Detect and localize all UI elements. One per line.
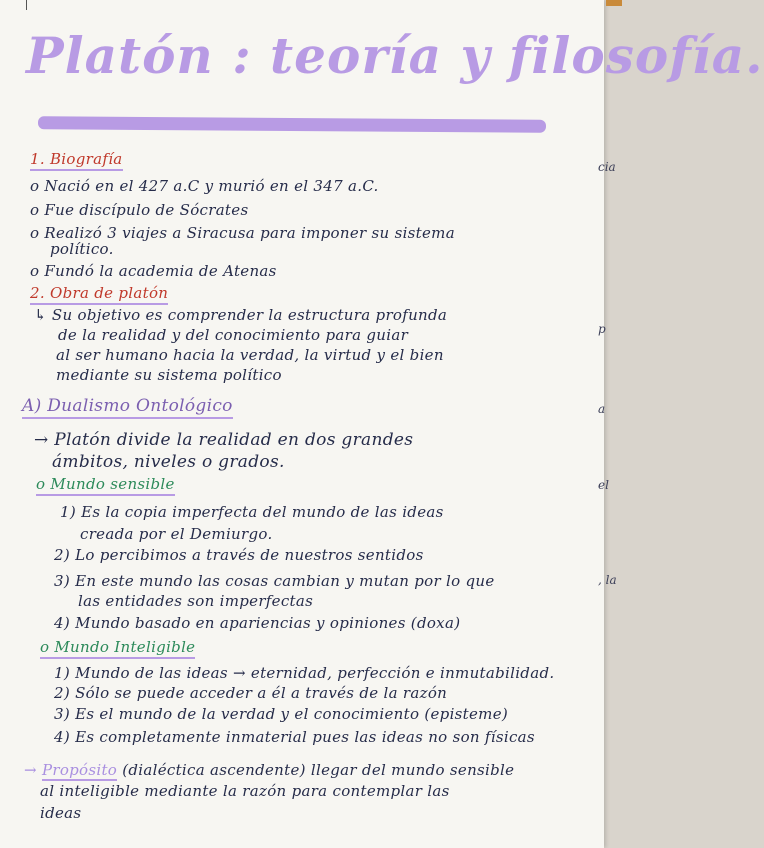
adjacent-page-text: cia bbox=[598, 160, 616, 174]
paragraph-line: ideas bbox=[40, 804, 82, 822]
page-edge-mark bbox=[26, 0, 27, 10]
list-item: 2) Sólo se puede acceder a él a través de la razón bbox=[54, 684, 448, 702]
list-item: 1) Es la copia imperfecta del mundo de las ideas bbox=[60, 503, 444, 521]
list-item: 3) En este mundo las cosas cambian y mutan por lo que bbox=[54, 572, 495, 590]
title-underline bbox=[38, 116, 546, 133]
section-heading-biografia: 1. Biografía bbox=[30, 150, 123, 171]
adjacent-page-text: a bbox=[598, 402, 606, 416]
section-heading-dualismo: A) Dualismo Ontológico bbox=[22, 396, 233, 419]
paragraph-line: mediante su sistema político bbox=[56, 366, 282, 384]
list-item: 3) Es el mundo de la verdad y el conocimiento (episteme) bbox=[54, 705, 509, 723]
proposito-label: Propósito bbox=[41, 761, 118, 779]
list-item: 2) Lo percibimos a través de nuestros sentidos bbox=[54, 546, 424, 564]
list-item: 4) Es completamente inmaterial pues las ideas no son físicas bbox=[54, 728, 535, 746]
paragraph-line: de la realidad y del conocimiento para guiar bbox=[58, 326, 409, 344]
section-heading-obra: 2. Obra de platón bbox=[30, 284, 168, 305]
paragraph-line: → Platón divide la realidad en dos grandes bbox=[34, 430, 414, 450]
adjacent-page-text: p bbox=[598, 322, 606, 336]
list-item: o Fue discípulo de Sócrates bbox=[30, 201, 249, 219]
list-item-continuation: las entidades son imperfectas bbox=[78, 592, 314, 610]
list-item: 1) Mundo de las ideas → eternidad, perfección e inmutabilidad. bbox=[54, 664, 555, 682]
arrow-icon: → bbox=[24, 761, 37, 779]
page-title: Platón : teoría y filosofía. bbox=[26, 26, 764, 85]
subheading-mundo-sensible: o Mundo sensible bbox=[36, 475, 175, 496]
proposito-text: (dialéctica ascendente) llegar del mundo sensible bbox=[122, 761, 515, 779]
adjacent-page-text: el bbox=[598, 478, 609, 492]
list-item-continuation: creada por el Demiurgo. bbox=[80, 525, 273, 543]
paragraph-line: ámbitos, niveles o grados. bbox=[52, 452, 285, 472]
list-item: o Realizó 3 viajes a Siracusa para imponer su sistema bbox=[30, 224, 455, 242]
list-item: o Nació en el 427 a.C y murió en el 347 a.C. bbox=[30, 177, 379, 195]
paragraph-line: al ser humano hacia la verdad, la virtud y el bien bbox=[56, 346, 444, 364]
paragraph-line: al inteligible mediante la razón para contemplar las bbox=[40, 782, 450, 800]
adjacent-page-text: , la bbox=[598, 573, 617, 587]
list-item: 4) Mundo basado en apariencias y opiniones (doxa) bbox=[54, 614, 461, 632]
subheading-mundo-inteligible: o Mundo Inteligible bbox=[40, 638, 195, 659]
list-item-continuation: político. bbox=[50, 240, 114, 258]
adjacent-page-tab bbox=[606, 0, 622, 6]
paragraph-line: ↳ Su objetivo es comprender la estructura profunda bbox=[34, 306, 448, 324]
proposito-line bbox=[24, 761, 514, 779]
list-item: o Fundó la academia de Atenas bbox=[30, 262, 277, 280]
